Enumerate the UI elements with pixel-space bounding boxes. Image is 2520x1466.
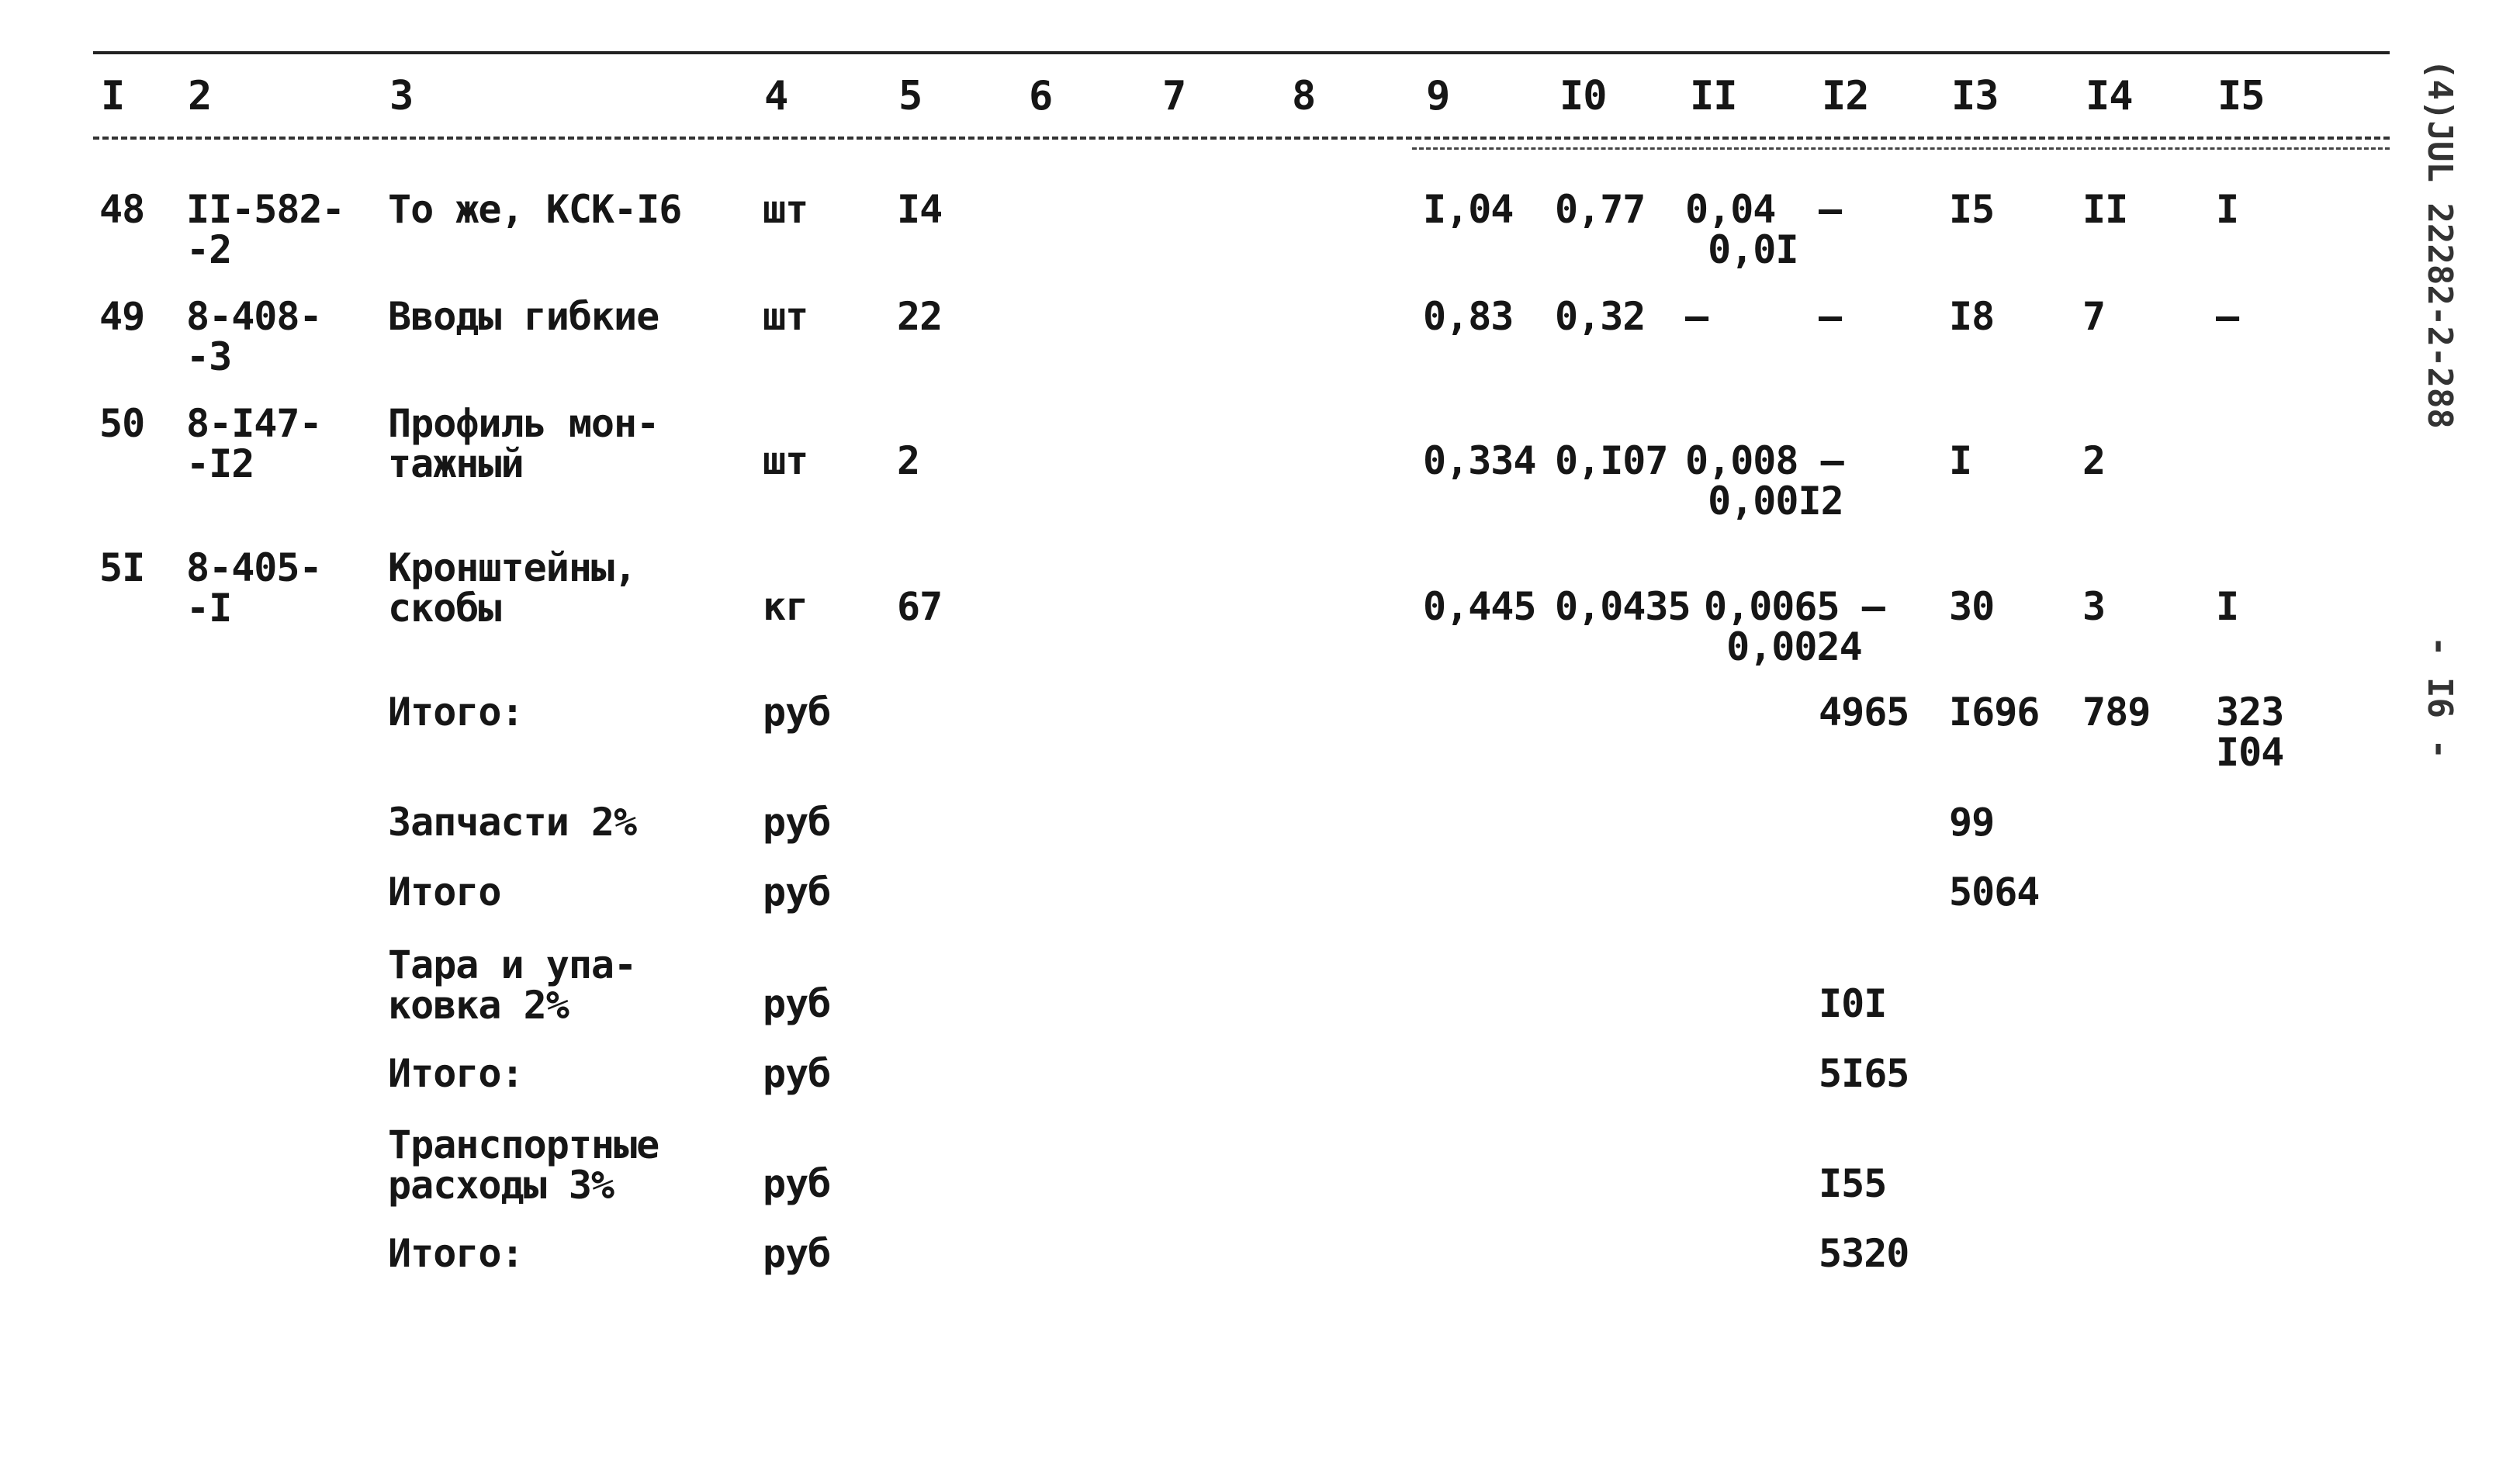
row-unit: шт [763, 438, 808, 483]
row-number: 5I [99, 545, 145, 590]
summary-name: Транспортные расходы 3% [388, 1122, 659, 1208]
row-col13: I5 [1949, 187, 1995, 232]
summary-col15: 323 I04 [2216, 690, 2284, 775]
row-code: 8-405- -I [186, 545, 322, 631]
col-header-7: 7 [1162, 73, 1186, 119]
row-col14: 7 [2082, 294, 2106, 339]
row-code: 8-I47- -I2 [186, 401, 322, 486]
row-name: Кронштейны, скобы [388, 545, 637, 631]
summary-name: Тара и упа- ковка 2% [388, 942, 637, 1028]
row-col13: I [1949, 438, 1972, 483]
col-header-15: I5 [2217, 73, 2265, 119]
col-header-3: 3 [389, 73, 414, 119]
row-col11: – [1685, 294, 1708, 339]
summary-unit: руб [763, 690, 831, 735]
row-col10: 0,0435 [1555, 584, 1691, 629]
col-header-1: I [101, 73, 125, 119]
row-name: Профиль мон- тажный [388, 401, 659, 486]
row-name: Вводы гибкие [388, 294, 659, 339]
summary-unit: руб [763, 1051, 831, 1096]
row-col13: 30 [1949, 584, 1995, 629]
header-bottom-rule-secondary [1412, 147, 2390, 150]
row-qty: I4 [897, 187, 943, 232]
col-header-5: 5 [898, 73, 922, 119]
row-qty: 2 [897, 438, 920, 483]
row-qty: 22 [897, 294, 943, 339]
row-col11: 0,008 – 0,00I2 [1685, 438, 1843, 524]
row-unit: шт [763, 294, 808, 339]
col-header-11: II [1690, 73, 1737, 119]
row-number: 49 [99, 294, 145, 339]
row-unit: кг [763, 584, 808, 629]
row-col12: – [1819, 187, 1842, 232]
row-col15: I [2216, 584, 2239, 629]
summary-unit: руб [763, 870, 831, 915]
row-col9: I,04 [1423, 187, 1514, 232]
col-header-13: I3 [1951, 73, 1999, 119]
summary-name: Итого: [388, 1231, 524, 1276]
row-code: II-582- -2 [186, 187, 344, 272]
row-number: 50 [99, 401, 145, 446]
summary-name: Итого: [388, 1051, 524, 1096]
col-header-8: 8 [1292, 73, 1316, 119]
row-col10: 0,I07 [1555, 438, 1668, 483]
row-col9: 0,83 [1423, 294, 1514, 339]
row-col15: – [2216, 294, 2239, 339]
row-qty: 67 [897, 584, 943, 629]
row-col11: 0,04 0,0I [1685, 187, 1798, 272]
summary-col14: 789 [2082, 690, 2151, 735]
summary-col12: 5I65 [1819, 1051, 1909, 1096]
summary-col12: I55 [1819, 1161, 1887, 1206]
document-code: (4)JUL 22282-2-288 [2420, 59, 2459, 429]
col-header-2: 2 [188, 73, 212, 119]
table-top-rule [93, 51, 2390, 54]
row-code: 8-408- -3 [186, 294, 322, 379]
row-col14: 2 [2082, 438, 2106, 483]
col-header-10: I0 [1559, 73, 1607, 119]
page-number: - I6 - [2420, 636, 2459, 759]
col-header-9: 9 [1426, 73, 1450, 119]
summary-name: Итого [388, 870, 501, 915]
header-bottom-rule [93, 137, 2390, 140]
row-col10: 0,77 [1555, 187, 1646, 232]
summary-unit: руб [763, 800, 831, 845]
row-col11: 0,0065 – 0,0024 [1704, 584, 1885, 669]
summary-col13: 99 [1949, 800, 1995, 845]
summary-col13: I696 [1949, 690, 2040, 735]
col-header-12: I2 [1822, 73, 1869, 119]
row-col13: I8 [1949, 294, 1995, 339]
summary-name: Итого: [388, 690, 524, 735]
col-header-4: 4 [764, 73, 788, 119]
summary-unit: руб [763, 981, 831, 1026]
row-name: То же, КСК-I6 [388, 187, 682, 232]
summary-col12: 5320 [1819, 1231, 1909, 1276]
col-header-6: 6 [1029, 73, 1053, 119]
row-col9: 0,334 [1423, 438, 1536, 483]
summary-unit: руб [763, 1161, 831, 1206]
row-col12: – [1819, 294, 1842, 339]
summary-col13: 5064 [1949, 870, 2040, 915]
row-col14: II [2082, 187, 2128, 232]
row-col14: 3 [2082, 584, 2106, 629]
col-header-14: I4 [2086, 73, 2133, 119]
row-col10: 0,32 [1555, 294, 1646, 339]
row-number: 48 [99, 187, 145, 232]
row-unit: шт [763, 187, 808, 232]
row-col9: 0,445 [1423, 584, 1536, 629]
summary-col12: I0I [1819, 981, 1887, 1026]
summary-col12: 4965 [1819, 690, 1909, 735]
summary-unit: руб [763, 1231, 831, 1276]
row-col15: I [2216, 187, 2239, 232]
summary-name: Запчасти 2% [388, 800, 637, 845]
